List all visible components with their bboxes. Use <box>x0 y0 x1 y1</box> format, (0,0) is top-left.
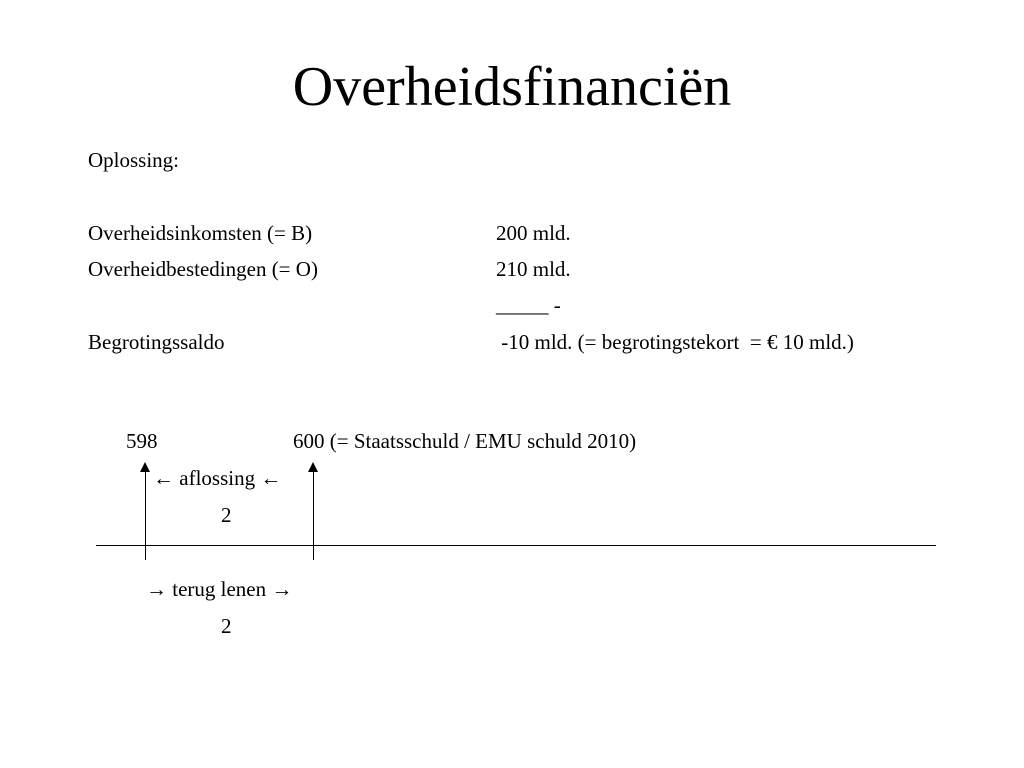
relend-number: 2 <box>221 614 232 638</box>
row-value-income: 200 mld. <box>496 221 571 245</box>
row-label-spending: Overheidbestedingen (= O) <box>88 257 318 281</box>
left-vertical-arrow-line <box>145 470 146 560</box>
intro-text: Oplossing: <box>88 148 180 172</box>
divider-line <box>96 545 936 546</box>
relend-label: → terug lenen → <box>146 577 293 601</box>
right-vertical-arrow-line <box>313 470 314 560</box>
row-value-spending: 210 mld. <box>496 257 571 281</box>
slide-title: Overheidsfinanciën <box>292 56 732 118</box>
debt-right-value: 600 (= Staatsschuld / EMU schuld 2010) <box>293 429 637 453</box>
row-value-balance: -10 mld. (= begrotingstekort = € 10 mld.) <box>496 330 854 354</box>
debt-left-value: 598 <box>126 429 158 453</box>
subtraction-line: _____ - <box>496 293 561 317</box>
row-label-balance: Begrotingssaldo <box>88 330 225 354</box>
row-label-income: Overheidsinkomsten (= B) <box>88 221 313 245</box>
repayment-number: 2 <box>221 503 232 527</box>
repayment-label: ← aflossing ← <box>153 466 282 490</box>
